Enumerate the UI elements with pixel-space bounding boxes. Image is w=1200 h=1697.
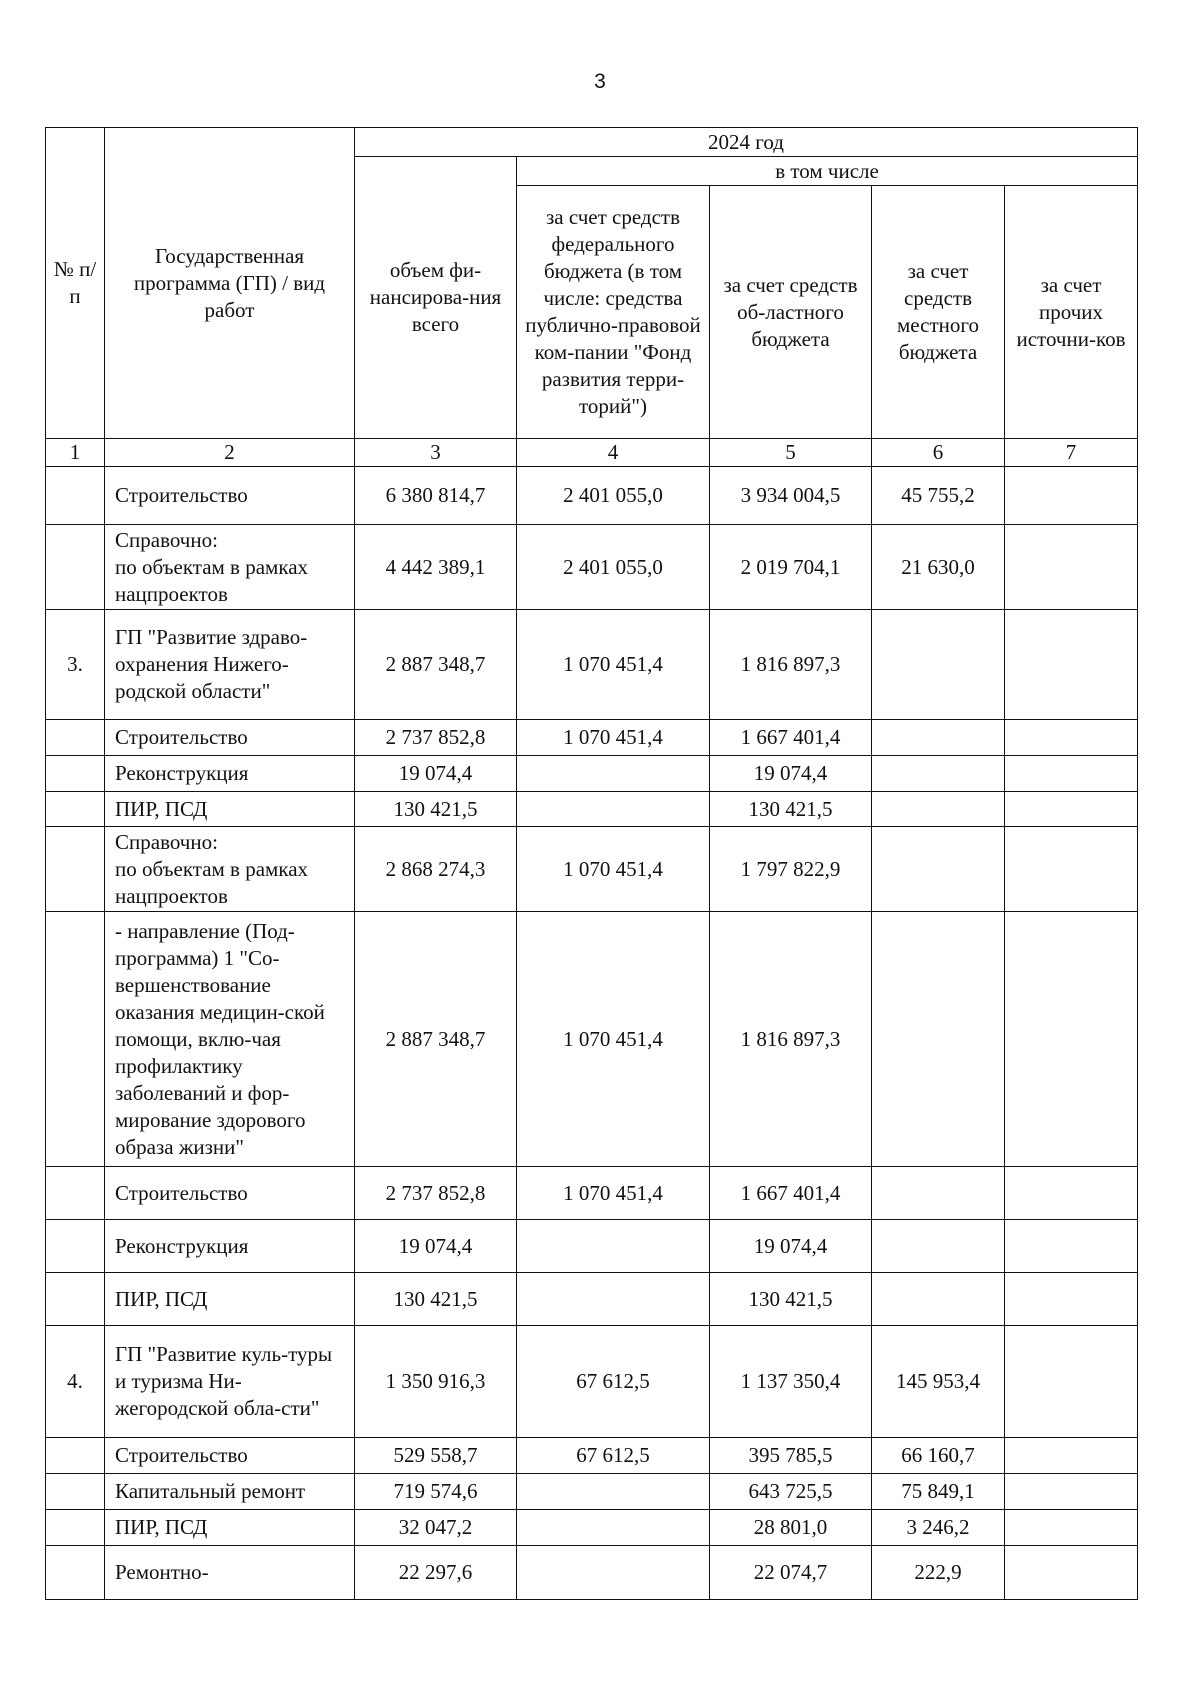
total-value-cell: 6 380 814,7 <box>355 467 517 525</box>
federal-value-cell: 2 401 055,0 <box>517 467 710 525</box>
other-value-cell <box>1005 792 1138 827</box>
program-name-cell: Строительство <box>105 1438 355 1474</box>
index-cell: 2 <box>105 439 355 467</box>
table-row <box>46 792 1138 827</box>
index-cell: 5 <box>710 439 872 467</box>
local-value-cell <box>872 792 1005 827</box>
table-row <box>46 1167 1138 1220</box>
header-row-number: № п/п <box>46 128 105 439</box>
table-row <box>46 525 1138 610</box>
local-value-cell <box>872 1273 1005 1326</box>
header-program: Государственная программа (ГП) / вид работ <box>105 128 355 439</box>
local-value-cell: 66 160,7 <box>872 1438 1005 1474</box>
other-value-cell <box>1005 610 1138 720</box>
table-row <box>46 1220 1138 1273</box>
total-value-cell: 22 297,6 <box>355 1546 517 1600</box>
federal-value-cell <box>517 1474 710 1510</box>
local-value-cell <box>872 720 1005 756</box>
local-value-cell: 45 755,2 <box>872 467 1005 525</box>
total-value-cell: 32 047,2 <box>355 1510 517 1546</box>
local-value-cell <box>872 1167 1005 1220</box>
program-name-cell: Ремонтно- <box>105 1546 355 1600</box>
program-name-cell: Справочно: по объектам в рамках нацпроектов <box>105 827 355 912</box>
header-other: за счет прочих источни-ков <box>1005 186 1138 439</box>
row-number-cell <box>46 1546 105 1600</box>
row-number-cell <box>46 525 105 610</box>
table-row <box>46 912 1138 1167</box>
table-row <box>46 1474 1138 1510</box>
federal-value-cell <box>517 792 710 827</box>
other-value-cell <box>1005 1546 1138 1600</box>
total-value-cell: 130 421,5 <box>355 1273 517 1326</box>
program-name-cell: Строительство <box>105 1167 355 1220</box>
row-number-cell <box>46 1220 105 1273</box>
other-value-cell <box>1005 720 1138 756</box>
local-value-cell <box>872 1220 1005 1273</box>
federal-value-cell: 67 612,5 <box>517 1438 710 1474</box>
other-value-cell <box>1005 1474 1138 1510</box>
total-value-cell: 1 350 916,3 <box>355 1326 517 1438</box>
table-row <box>46 467 1138 525</box>
total-value-cell: 2 868 274,3 <box>355 827 517 912</box>
local-value-cell: 222,9 <box>872 1546 1005 1600</box>
row-number-cell <box>46 1510 105 1546</box>
regional-value-cell: 1 137 350,4 <box>710 1326 872 1438</box>
other-value-cell <box>1005 467 1138 525</box>
regional-value-cell: 395 785,5 <box>710 1438 872 1474</box>
total-value-cell: 529 558,7 <box>355 1438 517 1474</box>
local-value-cell: 75 849,1 <box>872 1474 1005 1510</box>
index-cell: 7 <box>1005 439 1138 467</box>
table-row <box>46 1273 1138 1326</box>
total-value-cell: 2 887 348,7 <box>355 912 517 1167</box>
program-name-cell: - направление (Под-программа) 1 "Со-вершенствование оказания медицин-ской помощи, вклю-чая профилактику заболеваний и фор-мирование здорового образа жизни" <box>105 912 355 1167</box>
index-cell: 3 <box>355 439 517 467</box>
federal-value-cell: 1 070 451,4 <box>517 720 710 756</box>
local-value-cell <box>872 827 1005 912</box>
table-row <box>46 756 1138 792</box>
financing-table <box>45 127 1138 1600</box>
row-number-cell <box>46 756 105 792</box>
total-value-cell: 19 074,4 <box>355 756 517 792</box>
other-value-cell <box>1005 1220 1138 1273</box>
program-name-cell: ГП "Развитие здраво-охранения Нижего-родской области" <box>105 610 355 720</box>
table-row <box>46 827 1138 912</box>
regional-value-cell: 130 421,5 <box>710 1273 872 1326</box>
index-cell: 4 <box>517 439 710 467</box>
federal-value-cell <box>517 1546 710 1600</box>
program-name-cell: Капитальный ремонт <box>105 1474 355 1510</box>
regional-value-cell: 1 816 897,3 <box>710 610 872 720</box>
header-regional: за счет средств об-ластного бюджета <box>710 186 872 439</box>
federal-value-cell <box>517 1273 710 1326</box>
page-number: 3 <box>594 70 606 93</box>
federal-value-cell: 2 401 055,0 <box>517 525 710 610</box>
row-number-cell <box>46 467 105 525</box>
regional-value-cell: 1 667 401,4 <box>710 720 872 756</box>
table-row <box>46 720 1138 756</box>
regional-value-cell: 2 019 704,1 <box>710 525 872 610</box>
program-name-cell: Справочно: по объектам в рамках нацпроектов <box>105 525 355 610</box>
other-value-cell <box>1005 756 1138 792</box>
row-number-cell <box>46 1474 105 1510</box>
local-value-cell: 3 246,2 <box>872 1510 1005 1546</box>
regional-value-cell: 19 074,4 <box>710 1220 872 1273</box>
other-value-cell <box>1005 1326 1138 1438</box>
program-name-cell: ПИР, ПСД <box>105 792 355 827</box>
total-value-cell: 130 421,5 <box>355 792 517 827</box>
local-value-cell <box>872 610 1005 720</box>
row-number-cell: 3. <box>46 610 105 720</box>
other-value-cell <box>1005 912 1138 1167</box>
table-row <box>46 610 1138 720</box>
total-value-cell: 19 074,4 <box>355 1220 517 1273</box>
regional-value-cell: 1 797 822,9 <box>710 827 872 912</box>
regional-value-cell: 3 934 004,5 <box>710 467 872 525</box>
header-year: 2024 год <box>355 128 1138 157</box>
row-number-cell <box>46 720 105 756</box>
regional-value-cell: 1 816 897,3 <box>710 912 872 1167</box>
regional-value-cell: 28 801,0 <box>710 1510 872 1546</box>
row-number-cell <box>46 1273 105 1326</box>
local-value-cell <box>872 912 1005 1167</box>
row-number-cell <box>46 1438 105 1474</box>
program-name-cell: ГП "Развитие куль-туры и туризма Ни-жегородской обла-сти" <box>105 1326 355 1438</box>
federal-value-cell <box>517 1510 710 1546</box>
program-name-cell: Реконструкция <box>105 756 355 792</box>
table-row <box>46 1326 1138 1438</box>
federal-value-cell: 1 070 451,4 <box>517 827 710 912</box>
index-cell: 1 <box>46 439 105 467</box>
federal-value-cell: 67 612,5 <box>517 1326 710 1438</box>
index-cell: 6 <box>872 439 1005 467</box>
other-value-cell <box>1005 827 1138 912</box>
regional-value-cell: 1 667 401,4 <box>710 1167 872 1220</box>
row-number-cell: 4. <box>46 1326 105 1438</box>
header-including: в том числе <box>517 157 1138 186</box>
table-row <box>46 1438 1138 1474</box>
table-row <box>46 1510 1138 1546</box>
regional-value-cell: 130 421,5 <box>710 792 872 827</box>
row-number-cell <box>46 827 105 912</box>
header-total: объем фи-нансирова-ния всего <box>355 157 517 439</box>
other-value-cell <box>1005 1273 1138 1326</box>
regional-value-cell: 19 074,4 <box>710 756 872 792</box>
other-value-cell <box>1005 1510 1138 1546</box>
header-federal: за счет средств федерального бюджета (в том числе: средства публично-правовой ком-пании "Фонд развития терри-торий") <box>517 186 710 439</box>
regional-value-cell: 643 725,5 <box>710 1474 872 1510</box>
regional-value-cell: 22 074,7 <box>710 1546 872 1600</box>
other-value-cell <box>1005 1438 1138 1474</box>
local-value-cell: 21 630,0 <box>872 525 1005 610</box>
federal-value-cell: 1 070 451,4 <box>517 1167 710 1220</box>
program-name-cell: ПИР, ПСД <box>105 1273 355 1326</box>
row-number-cell <box>46 912 105 1167</box>
program-name-cell: Строительство <box>105 720 355 756</box>
program-name-cell: Реконструкция <box>105 1220 355 1273</box>
total-value-cell: 4 442 389,1 <box>355 525 517 610</box>
total-value-cell: 2 887 348,7 <box>355 610 517 720</box>
program-name-cell: ПИР, ПСД <box>105 1510 355 1546</box>
row-number-cell <box>46 1167 105 1220</box>
total-value-cell: 2 737 852,8 <box>355 720 517 756</box>
total-value-cell: 719 574,6 <box>355 1474 517 1510</box>
total-value-cell: 2 737 852,8 <box>355 1167 517 1220</box>
header-index-row <box>46 439 1138 467</box>
program-name-cell: Строительство <box>105 467 355 525</box>
local-value-cell: 145 953,4 <box>872 1326 1005 1438</box>
other-value-cell <box>1005 525 1138 610</box>
federal-value-cell: 1 070 451,4 <box>517 912 710 1167</box>
federal-value-cell <box>517 756 710 792</box>
federal-value-cell: 1 070 451,4 <box>517 610 710 720</box>
other-value-cell <box>1005 1167 1138 1220</box>
row-number-cell <box>46 792 105 827</box>
table-row <box>46 1546 1138 1600</box>
header-local: за счет средств местного бюджета <box>872 186 1005 439</box>
local-value-cell <box>872 756 1005 792</box>
federal-value-cell <box>517 1220 710 1273</box>
